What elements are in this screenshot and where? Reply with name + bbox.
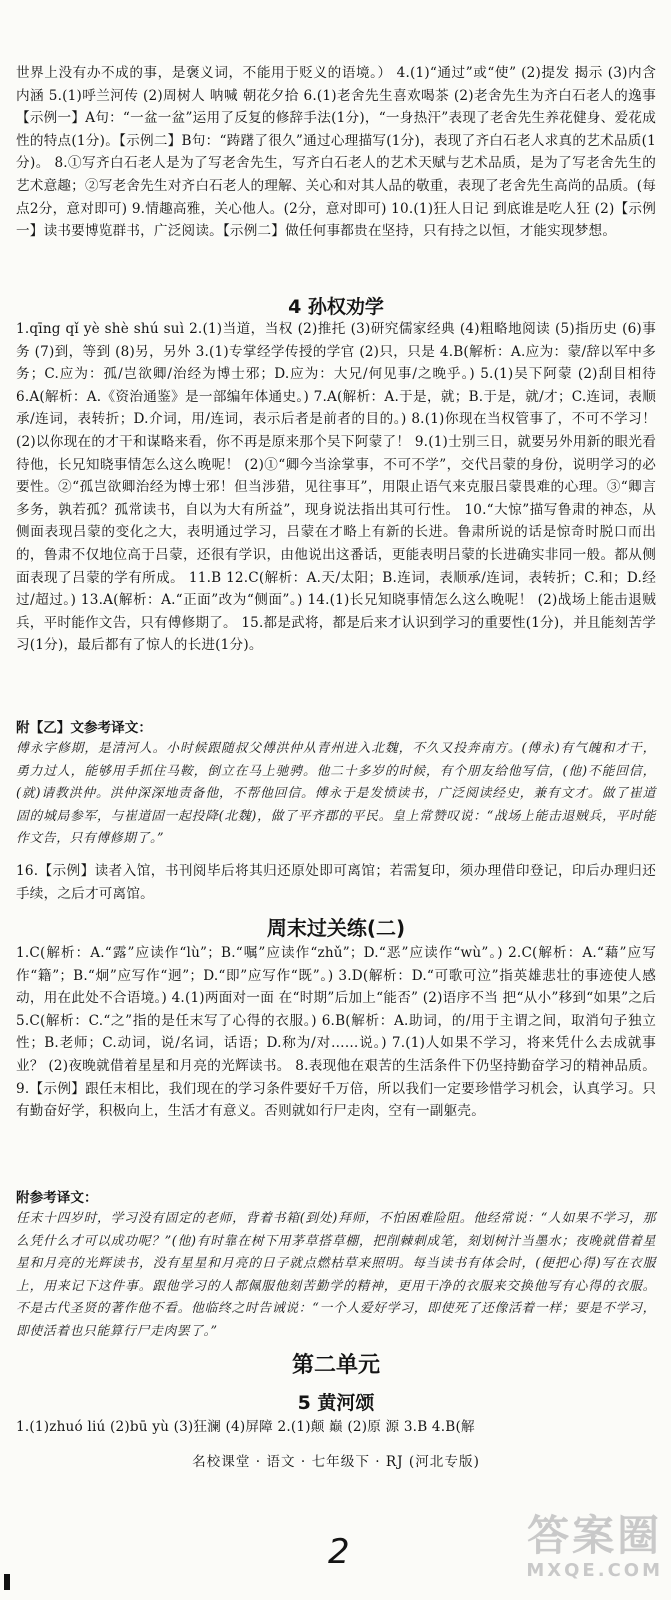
answer-block-weekly-review: 1.C(解析：A.“露”应读作“lù”；B.“嘱”应读作“zhǔ”；D.“恶”应读作“wù”。) 2.C(解析：A.“藉”应写作“籍”；B.“炯”应写作“迥”；D.“即”应写作“既”。) 3.D(解析：D.“可歌可泣”指英雄悲壮的事迹使人感动，用在此处不合语境。) 4.(1)两面对一面 在“时期”后加上“能否” (2)语序不当 把“从小”移到“如果”之后 5.C(解析：C.“之”指的是任末写了心得的衣服。) 6.B(解析：A.助词，的/用于主谓之间，取消句子独立性；B.老师；C.动词，说/名词，话语；D.称为/对……说。) 7.(1)人如果不学习，将来凭什么去成就事业？ (2)夜晚就借着星星和月亮的光辉读书。 8.表现他在艰苦的生活条件下仍坚持勤奋学习的精神品质。 9.【示例】跟任末相比，我们现在的学习条件要好千万倍，所以我们一定要珍惜学习机会，认真学习。只有勤奋好学，积极向上，生活才有意义。否则就如行尸走肉，空有一副躯壳。 xyxy=(16,945,656,1120)
reference-translation-2: 任末十四岁时，学习没有固定的老师，背着书箱(到处)拜师，不怕困难险阻。他经常说：“人如果不学习，那么凭什么才可以成功呢？”(他)有时靠在树下用茅草搭草棚，把削棘刺成笔，刻划树汁当墨水；夜晚就借着星星和月亮的光辉读书，没有星星和月亮的日子就点燃枯草来照明。每当读书有体会时，(便把心得)写在衣服上，用来记下这件事。跟他学习的人都佩服他刻苦勤学的精神，更用干净的衣服来交换他写有心得的衣服。不是古代圣贤的著作他不看。他临终之时告诫说：“一个人爱好学习，即使死了还像活着一样；要是不学习，即使活着也只能算行尸走肉罢了。” xyxy=(16,1211,656,1339)
reference-translation-1: 傅永字修期，是清河人。小时候跟随叔父傅洪仲从青州进入北魏，不久又投奔南方。(傅永)有气魄和才干，勇力过人，能够用手抓住马鞍，倒立在马上驰骋。他二十多岁的时候，有个朋友给他写信，(他)不能回信，(就)请教洪仲。洪仲深深地责备他，不帮他回信。傅永于是发愤读书，广泛阅读经史，兼有文才。做了崔道固的城局参军，与崔道固一起投降(北魏)，做了平齐郡的平民。皇上常赞叹说：“战场上能击退贼兵，平时能作文告，只有傅修期了。” xyxy=(16,741,656,847)
watermark-logo xyxy=(526,1512,663,1581)
answer-block-lesson5: 1.(1)zhuó liú (2)bū yù (3)狂澜 (4)屏障 2.(1)颠 巅 (2)原 源 3.B 4.B(解 xyxy=(16,1419,475,1435)
answer-block-lesson3: 世界上没有办不成的事，是褒义词，不能用于贬义的语境。） 4.(1)“通过”或“使” (2)提发 揭示 (3)内含 内涵 5.(1)呼兰河传 (2)周树人 呐喊 朝花夕拾 6.(1)老舍先生喜欢喝茶 (2)老舍先生为齐白石老人的逸事 【示例一】A句：“一盆一盆”运用了反复的修辞手法(1分)，“一身热汗”表现了老舍先生养花健身、爱花成性的特点(1分)。【示例二】B句：“踌躇了很久”通过心理描写(1分)，表现了齐白石老人求真的艺术品质(1分)。 8.①写齐白石老人是为了写老舍先生，写齐白石老人的艺术天赋与艺术品质，是为了写老舍先生的艺术意趣；②写老舍先生对齐白石老人的理解、关心和对其人品的敬重，表现了老舍先生高尚的品质。(每点2分，意对即可) 9.情趣高雅，关心他人。(2分，意对即可) 10.(1)狂人日记 到底谁是吃人狂 (2)【示例一】读书要博览群书，广泛阅读。【示例二】做任何事都贵在坚持，只有持之以恒，才能实现梦想。 xyxy=(16,65,657,240)
answer-question-16: 16.【示例】读者入馆，书刊阅毕后将其归还原处即可离馆；若需复印，须办理借印登记，印后办理归还手续，之后才可离馆。 xyxy=(16,863,656,902)
handwritten-page-number: 2 xyxy=(328,1532,350,1572)
lesson-5-title: 5 黄河颂 xyxy=(297,1392,375,1414)
watermark-url: MXQE.COM xyxy=(526,1560,663,1581)
page-footer: 名校课堂 · 语文 · 七年级下 · RJ (河北专版) xyxy=(192,1454,480,1470)
lesson-4-title: 4 孙权劝学 xyxy=(288,296,384,318)
reference-translation-label-1: 附【乙】文参考译文： xyxy=(16,720,152,736)
answer-block-lesson4: 1.qīng qǐ yè shè shú suì 2.(1)当道，当权 (2)推托 (3)研究儒家经典 (4)粗略地阅读 (5)指历史 (6)事务 (7)到，等到 (8)另，另外 3.(1)专掌经学传授的学官 (2)只，只是 4.B(解析：A.应为：蒙/辞以军中多务；C.应为：孤/岂欲卿/治经为博士邪；D.应为：大兄/何见事/之晚乎。) 5.(1)吴下阿蒙 (2)刮目相待 6.A(解析：A.《资治通鉴》是一部编年体通史。) 7.A(解析：A.于是，就；B.于是，就/才；C.连词，表顺承/连词，表转折；D.介词，用/连词，表示后者是前者的目的。) 8.(1)你现在当权管事了，不可不学习！ (2)以你现在的才干和谋略来看，你不再是原来那个吴下阿蒙了！ 9.(1)士别三日，就要另外用新的眼光看待他，长兄知晓事情怎么这么晚呢！ (2)①“卿今当涂掌事，不可不学”，交代吕蒙的身份，说明学习的必要性。②“孤岂欲卿治经为博士邪！但当涉猎，见往事耳”，用限止语气来克服吕蒙畏难的心理。③“卿言多务，孰若孤？孤常读书，自以为大有所益”，现身说法指出其可行性。 10.“大惊”描写鲁肃的神态，从侧面表现吕蒙的变化之大，表明通过学习，吕蒙在才略上有新的长进。鲁肃所说的话是惊奇时脱口而出的，鲁肃不仅地位高于吕蒙，还很有学识，由他说出这番话，更能表明吕蒙的长进确实非同一般。都从侧面表现了吕蒙的学有所成。 11.B 12.C(解析：A.天/太阳；B.连词，表顺承/连词，表转折；C.和；D.经过/超过。) 13.A(解析：A.“正面”改为“侧面”。) 14.(1)长兄知晓事情怎么这么晚呢！ (2)战场上能击退贼兵，平时能作文告，只有傅修期了。 15.都是武将，都是后来才认识到学习的重要性(1分)，并且能刻苦学习(1分)，最后都有了惊人的长进(1分)。 xyxy=(16,321,656,654)
unit-2-title: 第二单元 xyxy=(291,1353,380,1378)
corner-mark xyxy=(4,1574,10,1590)
weekly-review-title: 周末过关练(二) xyxy=(266,916,406,940)
watermark-title: 答案圈 xyxy=(527,1511,663,1560)
reference-translation-label-2: 附参考译文： xyxy=(16,1190,98,1206)
